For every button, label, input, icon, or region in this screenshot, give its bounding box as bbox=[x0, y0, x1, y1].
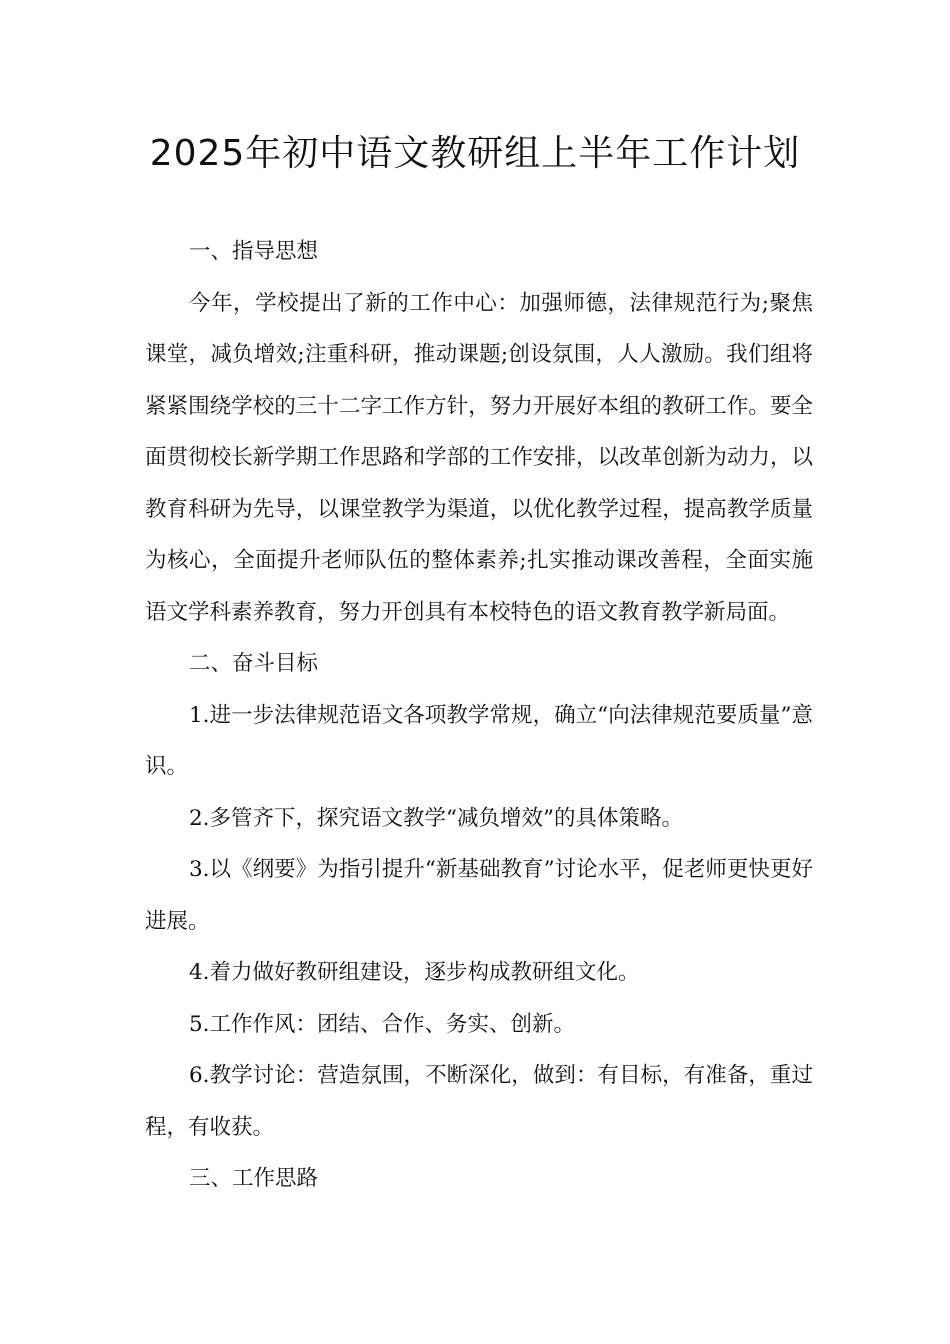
goal-item-1: 1.进一步法律规范语文各项教学常规，确立“向法律规范要质量”意识。 bbox=[145, 702, 813, 779]
section-heading-goals: 二、奋斗目标 bbox=[189, 651, 319, 676]
goal-item-3: 3.以《纲要》为指引提升“新基础教育”讨论水平，促老师更快更好进展。 bbox=[145, 857, 813, 934]
document-body bbox=[145, 226, 813, 1205]
section-heading-work-approach: 三、工作思路 bbox=[189, 1166, 319, 1191]
paragraph-guiding-ideology: 今年，学校提出了新的工作中心：加强师德，法律规范行为;聚焦课堂，减负增效;注重科研，推动课题;创设氛围，人人激励。我们组将紧紧围绕学校的三十二字工作方针，努力开展好本组的教研工作。要全面贯彻校长新学期工作思路和学部的工作安排，以改革创新为动力，以教育科研为先导，以课堂教学为渠道，以优化教学过程，提高教学质量为核心，全面提升老师队伍的整体素养;扎实推动课改善程，全面实施语文学科素养教育，努力开创具有本校特色的语文教育教学新局面。 bbox=[145, 290, 813, 625]
section-heading-guiding-ideology: 一、指导思想 bbox=[189, 239, 319, 264]
document-title: 2025年初中语文教研组上半年工作计划 bbox=[149, 133, 801, 174]
goal-item-4: 4.着力做好教研组建设，逐步构成教研组文化。 bbox=[189, 960, 640, 985]
goal-item-5: 5.工作作风：团结、合作、务实、创新。 bbox=[189, 1011, 576, 1037]
goal-item-6: 6.教学讨论：营造氛围，不断深化，做到：有目标，有准备，重过程，有收获。 bbox=[145, 1063, 813, 1140]
goal-item-2: 2.多管齐下，探究语文教学“减负增效”的具体策略。 bbox=[189, 805, 683, 831]
